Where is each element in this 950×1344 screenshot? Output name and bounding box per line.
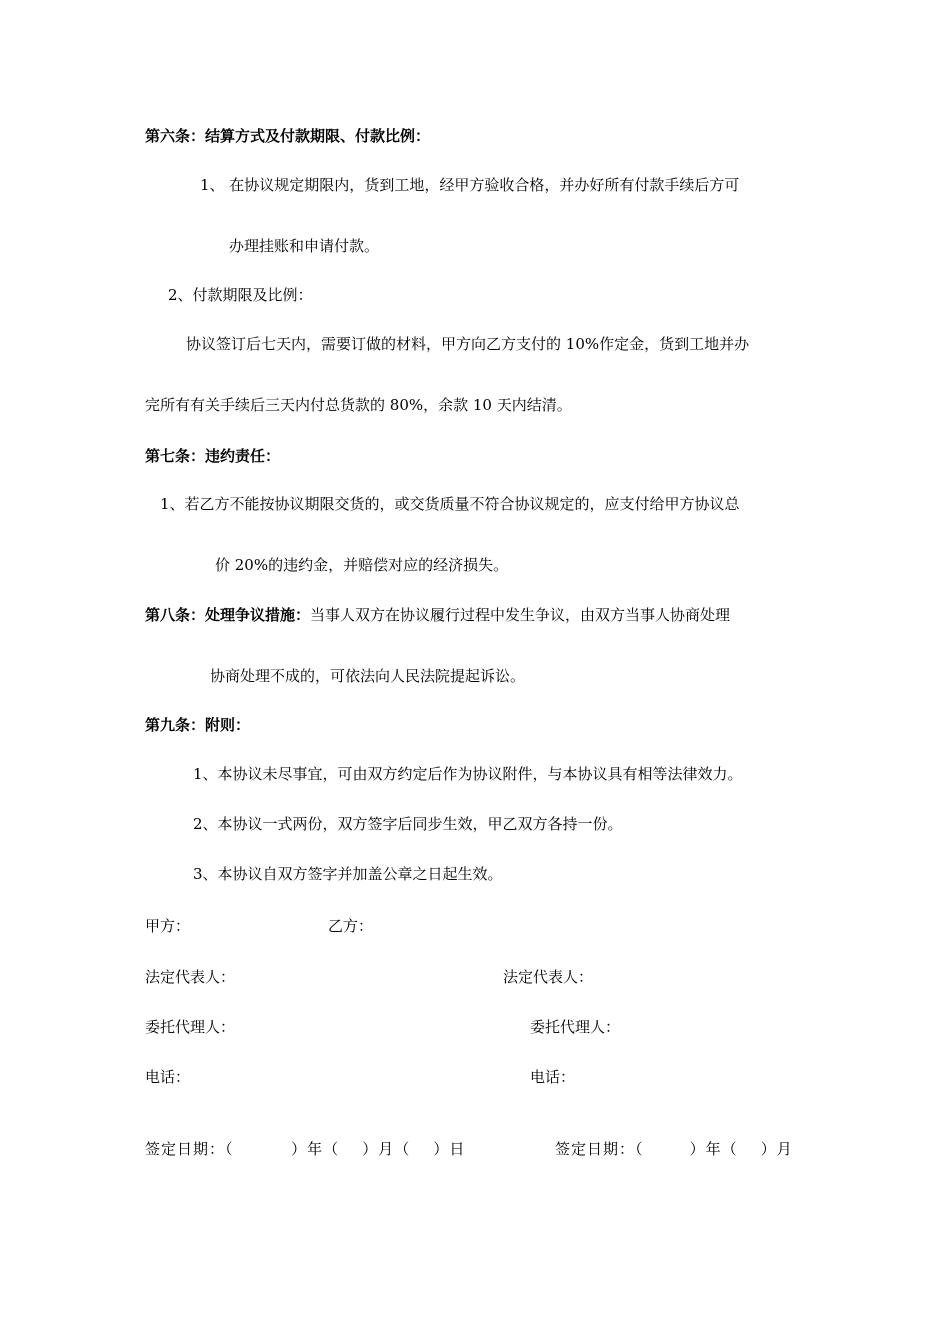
sign-date-a: 签定日期：（ ）年（ ）月（ ）日 bbox=[145, 1140, 466, 1158]
article-9-item-1: 1、本协议未尽事宜，可由双方约定后作为协议附件，与本协议具有相等法律效力。 bbox=[193, 765, 743, 783]
agent-b-label: 委托代理人： bbox=[530, 1018, 621, 1036]
article-6-item-2-title: 2、付款期限及比例： bbox=[168, 286, 313, 304]
article-9-item-2: 2、本协议一式两份，双方签字后同步生效，甲乙双方各持一份。 bbox=[193, 815, 623, 833]
article-7-item-1-line-2: 价 20%的违约金，并赔偿对应的经济损失。 bbox=[215, 556, 509, 574]
article-6-item-2-line-1: 协议签订后七天内，需要订做的材料，甲方向乙方支付的 10%作定金，货到工地并办 bbox=[186, 335, 750, 353]
article-8-line-1 bbox=[145, 605, 730, 625]
legal-rep-b-label: 法定代表人： bbox=[503, 968, 594, 986]
legal-rep-a-label: 法定代表人： bbox=[145, 968, 236, 986]
sign-date-b: 签定日期：（ ）年（ ）月 bbox=[555, 1140, 793, 1158]
article-9-heading: 第九条：附则： bbox=[145, 716, 251, 734]
phone-b-label: 电话： bbox=[530, 1068, 576, 1086]
article-6-item-1-line-1: 1、 在协议规定期限内，货到工地，经甲方验收合格，并办好所有付款手续后方可 bbox=[200, 176, 740, 194]
article-8-heading: 第八条：处理争议措施： bbox=[145, 606, 311, 624]
party-a-label: 甲方： bbox=[145, 917, 191, 935]
article-9-item-3: 3、本协议自双方签字并加盖公章之日起生效。 bbox=[193, 865, 503, 883]
agent-a-label: 委托代理人： bbox=[145, 1018, 236, 1036]
article-6-heading: 第六条：结算方式及付款期限、付款比例： bbox=[145, 127, 431, 145]
article-8-text: 当事人双方在协议履行过程中发生争议，由双方当事人协商处理 bbox=[310, 606, 731, 624]
article-6-item-1-line-2: 办理挂账和申请付款。 bbox=[229, 237, 380, 255]
article-7-heading: 第七条：违约责任： bbox=[145, 447, 281, 465]
article-7-item-1-line-1: 1、若乙方不能按协议期限交货的，或交货质量不符合协议规定的，应支付给甲方协议总 bbox=[160, 495, 740, 513]
phone-a-label: 电话： bbox=[145, 1068, 191, 1086]
party-b-label: 乙方： bbox=[328, 917, 374, 935]
article-6-item-2-line-2: 完所有有关手续后三天内付总货款的 80%，余款 10 天内结清。 bbox=[145, 396, 572, 414]
article-8-line-2: 协商处理不成的，可依法向人民法院提起诉讼。 bbox=[210, 667, 526, 685]
